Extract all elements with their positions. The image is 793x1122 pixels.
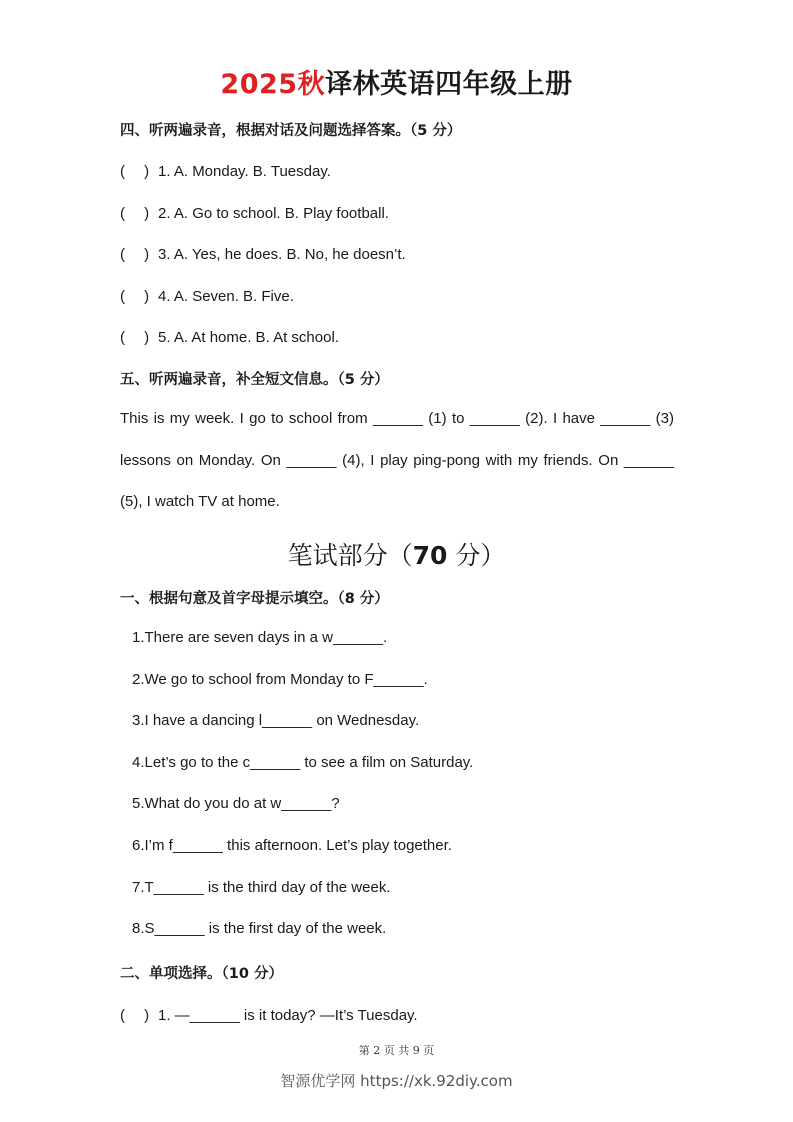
question-text: 5. A. At home. B. At school.	[158, 329, 339, 346]
answer-paren: ( )	[120, 329, 150, 346]
section-4-question	[120, 285, 294, 306]
page-title	[0, 62, 793, 101]
choice-question	[120, 1004, 418, 1025]
written-part-title	[0, 536, 793, 572]
passage-line: This is my week. I go to school from ______ (1) to ______ (2). I have ______ (3)	[120, 410, 674, 427]
answer-paren: ( )	[120, 246, 150, 263]
answer-paren: ( )	[120, 288, 150, 305]
fill-blank-item: 4.Let’s go to the c______ to see a film on Saturday.	[132, 754, 474, 771]
section-5-heading: 五、听两遍录音，补全短文信息。（5 分）	[120, 372, 389, 388]
answer-paren: ( )	[120, 205, 150, 222]
fill-blank-item: 3.I have a dancing l______ on Wednesday.	[132, 712, 420, 729]
section-4-heading: 四、听两遍录音，根据对话及问题选择答案。（5 分）	[120, 123, 462, 139]
fill-blank-item: 1.There are seven days in a w______.	[132, 629, 388, 646]
question-text: 3. A. Yes, he does. B. No, he doesn’t.	[158, 246, 406, 263]
watermark: 智源优学网 https://xk.92diy.com	[280, 1072, 513, 1090]
part-2-heading: 二、单项选择。（10 分）	[120, 966, 283, 982]
question-text: 2. A. Go to school. B. Play football.	[158, 205, 389, 222]
title-text: 译林英语四年级上册	[325, 69, 573, 100]
section-4-question	[120, 326, 339, 347]
answer-paren: ( )	[120, 163, 150, 180]
question-text: 4. A. Seven. B. Five.	[158, 288, 294, 305]
fill-blank-item: 8.S______ is the first day of the week.	[132, 920, 387, 937]
section-4-question	[120, 202, 389, 223]
title-year: 2025	[220, 69, 298, 100]
fill-blank-item: 7.T______ is the third day of the week.	[132, 879, 391, 896]
question-text: 1. A. Monday. B. Tuesday.	[158, 163, 331, 180]
section-4-question	[120, 160, 331, 181]
fill-blank-item: 2.We go to school from Monday to F______.	[132, 671, 428, 688]
title-season: 秋	[297, 69, 326, 100]
written-label: 笔试部分（	[287, 541, 413, 570]
passage-line: lessons on Monday. On ______ (4), I play ping-pong with my friends. On ______	[120, 452, 674, 469]
section-4-question	[120, 243, 406, 264]
written-score: 70	[412, 541, 448, 570]
answer-paren: ( )	[120, 1007, 150, 1024]
written-unit: 分）	[447, 541, 506, 570]
fill-blank-item: 6.I’m f______ this afternoon. Let’s play together.	[132, 837, 452, 854]
part-1-heading: 一、根据句意及首字母提示填空。（8 分）	[120, 591, 389, 607]
passage-line: (5), I watch TV at home.	[120, 493, 280, 510]
page-footer: 第 2 页 共 9 页	[358, 1044, 435, 1057]
fill-blank-item: 5.What do you do at w______?	[132, 795, 340, 812]
question-text: 1. —______ is it today? —It’s Tuesday.	[158, 1007, 418, 1024]
